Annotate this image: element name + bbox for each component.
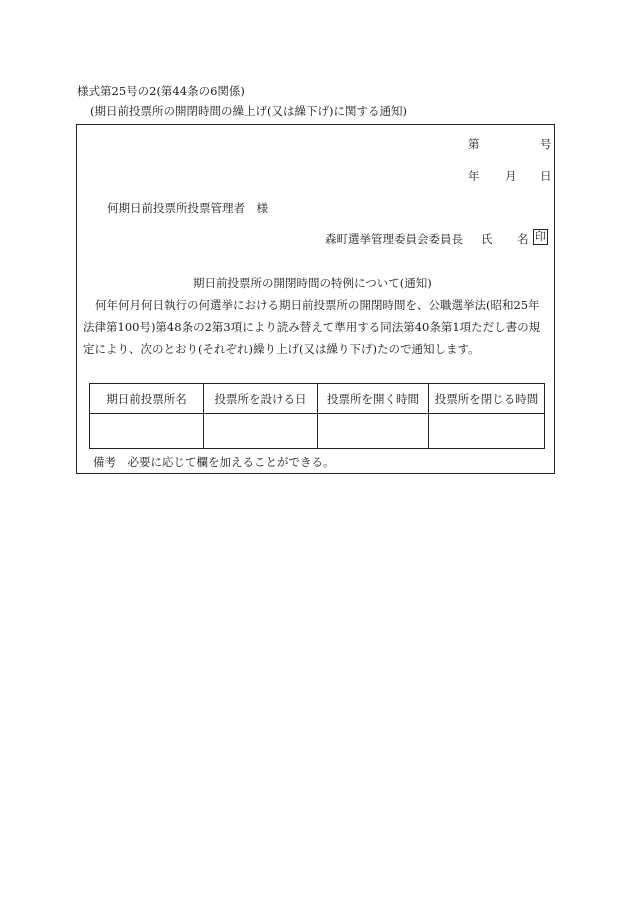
seal-mark: 印 <box>535 230 546 243</box>
date-year: 年 <box>468 169 480 183</box>
addressee: 何期日前投票所投票管理者 様 <box>107 201 268 215</box>
table-header: 投票所を開く時間 <box>318 384 429 414</box>
sender-name-label-1: 氏 <box>481 232 493 246</box>
hours-table <box>89 383 545 449</box>
table-header: 期日前投票所名 <box>90 384 204 414</box>
table-cell <box>318 414 429 449</box>
table-header: 投票所を閉じる時間 <box>429 384 545 414</box>
notice-body: 何年何月何日執行の何選挙における期日前投票所の開閉時間を、公職選挙法(昭和25年法律第100号)第48条の2第3項により読み替えて準用する同法第40条第1項ただし書の規定により、次のとおり(それぞれ)繰り上げ(又は繰り下げ)たので通知します。 <box>83 298 541 356</box>
date-month: 月 <box>505 169 517 183</box>
remarks: 備考 必要に応じて欄を加えることができる。 <box>93 455 335 469</box>
notice-title: 期日前投票所の開閉時間の特例について(通知) <box>193 276 432 290</box>
date-day: 日 <box>540 169 552 183</box>
form-header: 様式第25号の2(第44条の6関係) <box>77 84 245 98</box>
table-cell <box>90 414 204 449</box>
number-prefix: 第 <box>468 137 480 151</box>
table-cell <box>429 414 545 449</box>
form-subtitle: (期日前投票所の開閉時間の繰上げ(又は繰下げ)に関する通知) <box>90 104 407 118</box>
number-suffix: 号 <box>540 137 552 151</box>
table-header: 投票所を設ける日 <box>204 384 318 414</box>
table-cell <box>204 414 318 449</box>
notice-frame <box>76 124 555 474</box>
sender-name-label-2: 名 <box>517 232 529 246</box>
sender-title: 森町選挙管理委員会委員長 <box>325 232 463 246</box>
table-row <box>90 414 545 449</box>
